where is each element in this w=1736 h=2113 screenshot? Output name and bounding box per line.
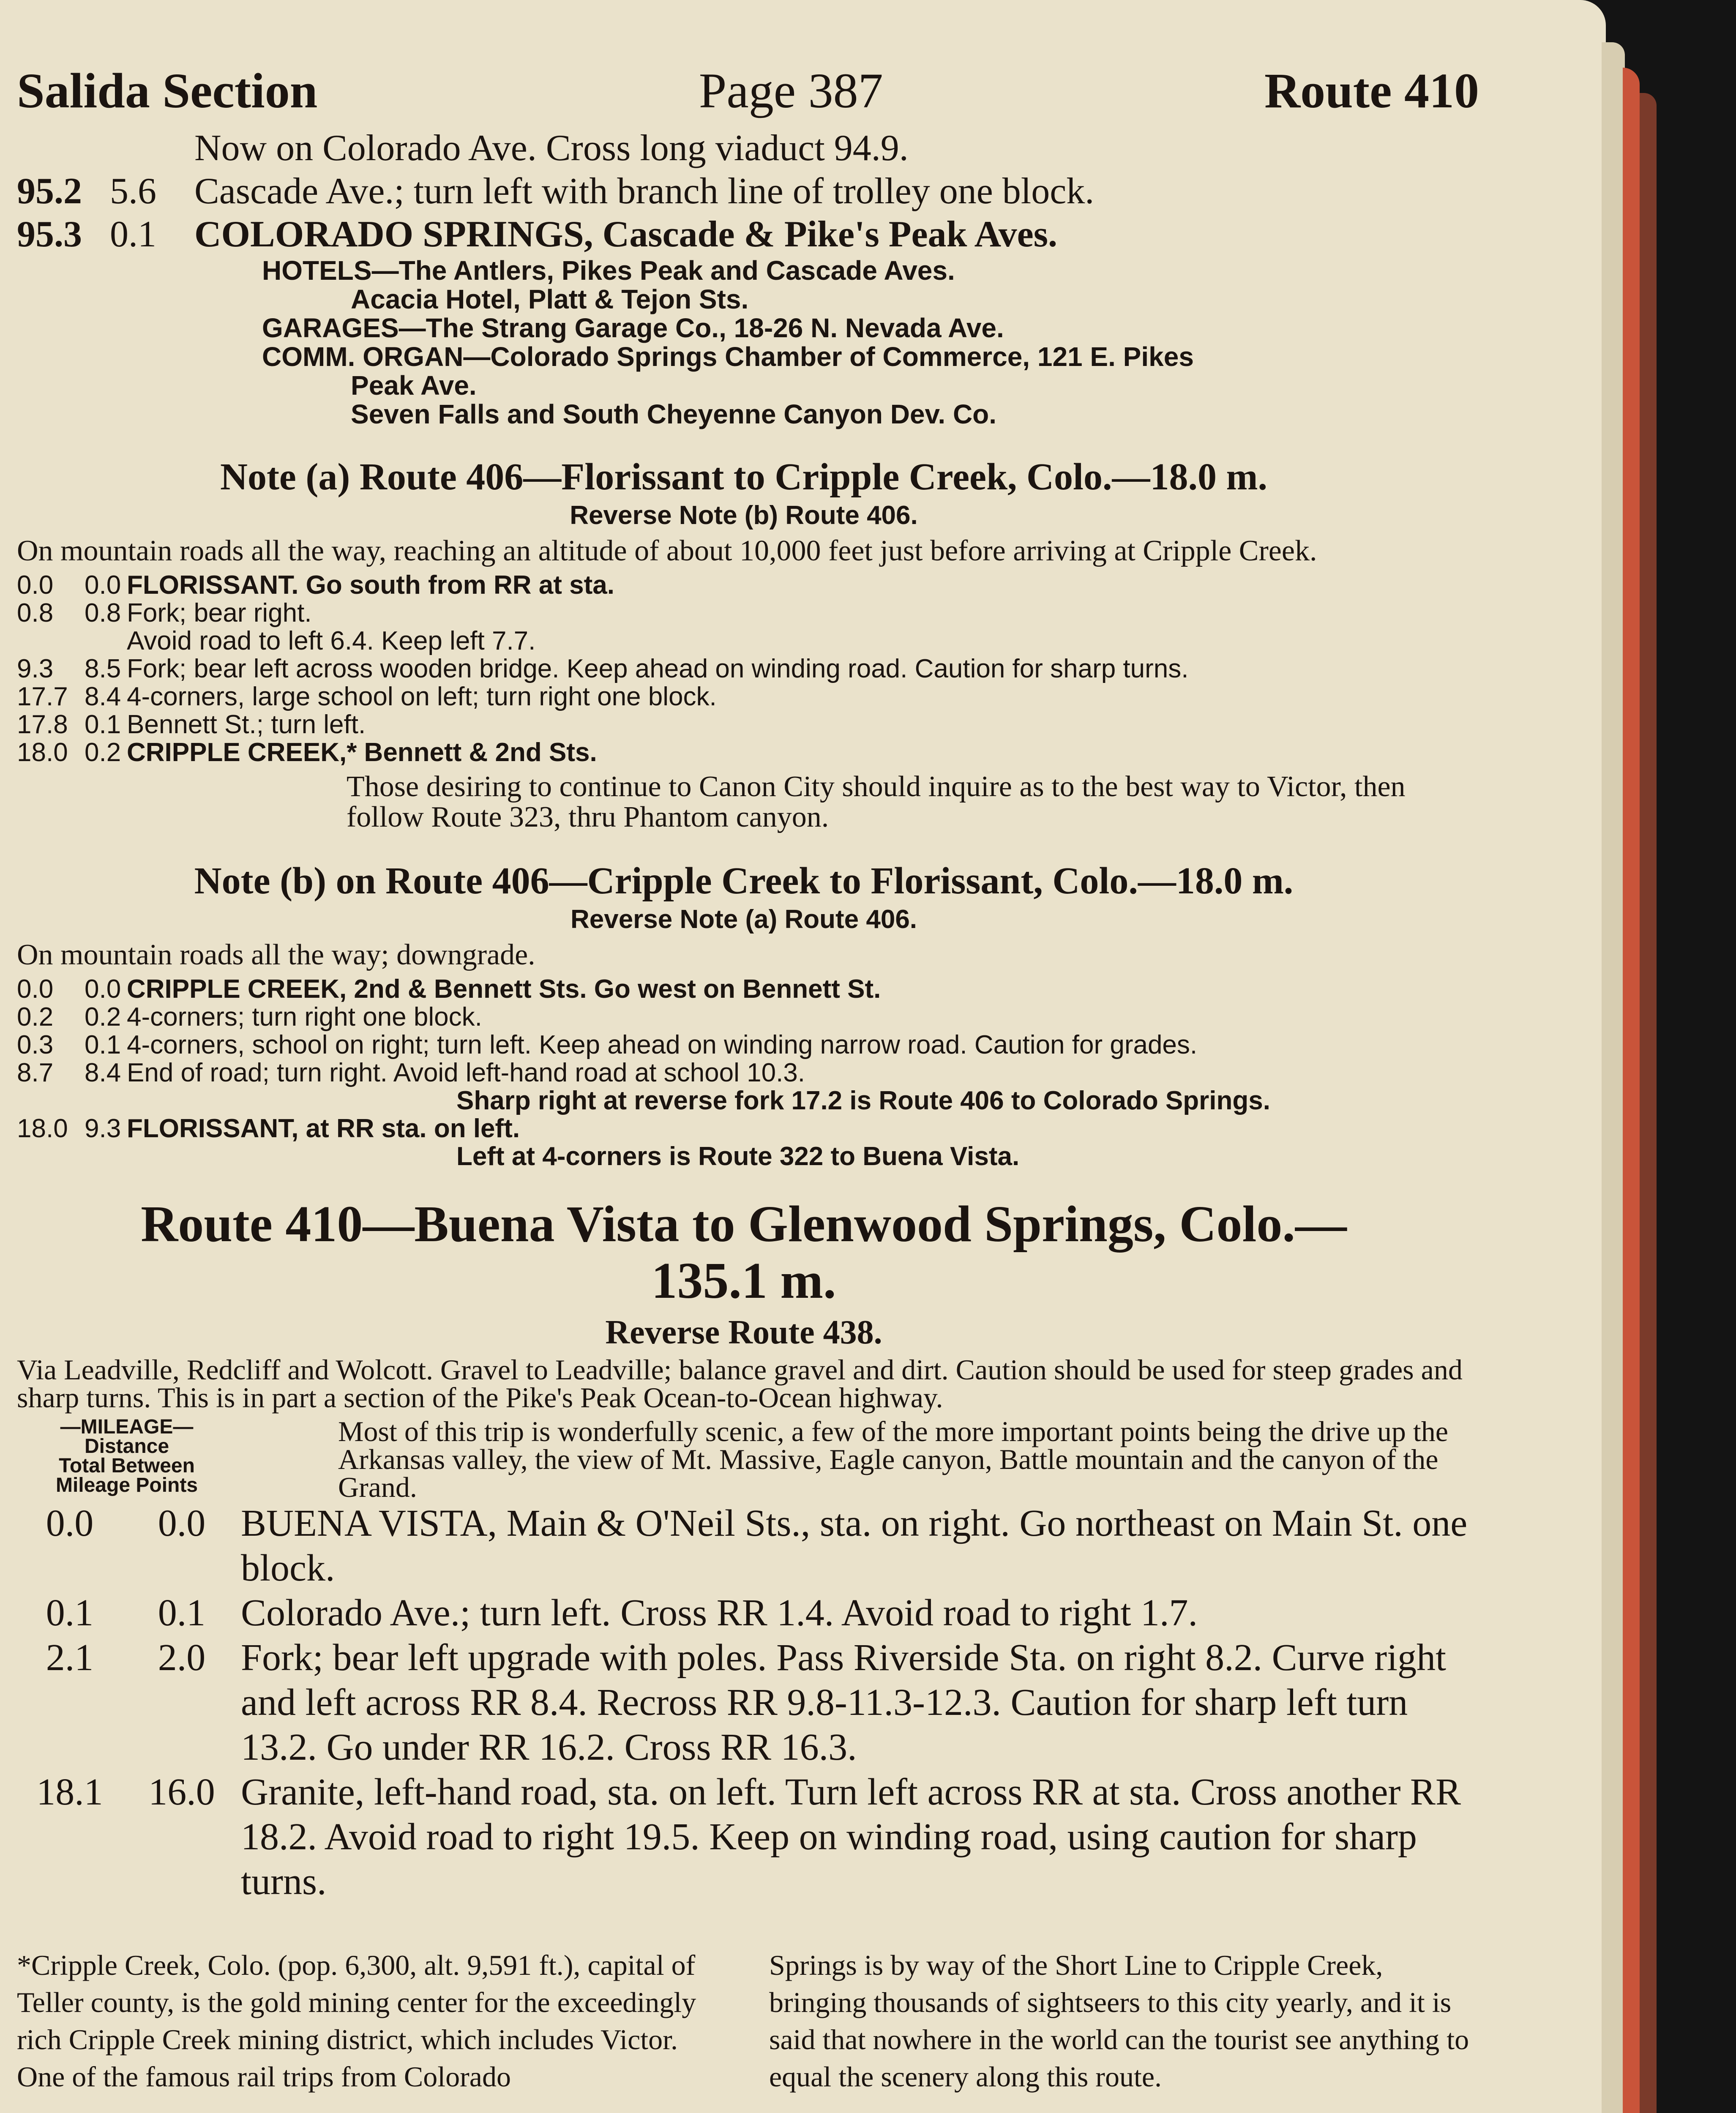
total-mileage [17,127,110,170]
log-row [17,1115,1471,1143]
between-mileage: 0.0 [85,975,121,1004]
between-mileage: 9.3 [85,1114,121,1143]
log-text: Fork; bear left across wooden bridge. Keep ahead on winding road. Caution for sharp turns. [127,654,1189,683]
log-text: 4-corners; turn right one block. [127,1002,482,1032]
log-row [17,655,1471,683]
log-text: Cascade Ave.; turn left with branch line of trolley one block. [194,171,1095,212]
page-edge [1602,42,1625,2113]
note-b-intro: On mountain roads all the way; downgrade. [17,939,535,971]
total-mileage [17,1087,85,1115]
hotel-listing [17,256,1471,429]
log-row [17,1059,1471,1087]
between-mileage: 0.0 [85,571,121,600]
total-mileage: 0.1 [46,1592,94,1634]
total-mileage: 0.0 [17,975,54,1004]
between-mileage: 8.4 [85,682,121,711]
between-mileage: 0.1 [85,710,121,739]
total-mileage [17,1143,85,1171]
route-log [17,1501,1471,1904]
top-rows [17,127,1471,256]
log-row [17,627,1471,655]
between-mileage [85,1087,127,1115]
log-text: COLORADO SPRINGS, Cascade & Pike's Peak Aves. [194,214,1057,255]
book-cover-edge [1640,93,1657,2113]
log-text: End of road; turn right. Avoid left-hand road at school 10.3. [127,1058,805,1087]
log-row [17,1087,1471,1115]
route-title-line: 135.1 m. [651,1252,836,1309]
log-text: BUENA VISTA, Main & O'Neil Sts., sta. on right. Go northeast on Main St. one block. [241,1502,1468,1589]
total-mileage: 0.0 [17,571,54,600]
footnote-right: Springs is by way of the Short Line to Cripple Creek, bringing thousands of sightseers to this city yearly, and it is said that nowhere in the world can the tourist see anything to equal the scenery along this route. [769,1949,1469,2093]
log-text: Bennett St.; turn left. [127,710,366,739]
log-text: Avoid road to left 6.4. Keep left 7.7. [127,626,536,655]
hotel-line: Seven Falls and South Cheyenne Canyon Dev. Co. [351,399,997,429]
log-row [17,213,1471,256]
total-mileage: 18.1 [36,1771,103,1813]
log-row [17,1770,1471,1904]
between-mileage: 0.0 [158,1502,206,1544]
log-text: CRIPPLE CREEK, 2nd & Bennett Sts. Go west on Bennett St. [127,975,881,1004]
log-text: FLORISSANT. Go south from RR at sta. [127,571,614,600]
note-b-title: Note (b) on Route 406—Cripple Creek to Florissant, Colo.—18.0 m. [194,860,1294,902]
log-text: FLORISSANT, at RR sta. on left. [127,1114,520,1143]
log-text: Now on Colorado Ave. Cross long viaduct 94.9. [194,128,909,169]
between-mileage [85,1143,127,1171]
note-b-reverse: Reverse Note (a) Route 406. [570,905,917,934]
route-410 [17,1196,1471,1904]
log-row [17,1501,1471,1591]
note-a [17,454,1471,833]
mileage-block [17,1417,1471,1501]
section-name: Salida Section [17,63,318,118]
total-mileage: 2.1 [46,1637,94,1679]
mileage-label-line: Total Between [59,1455,195,1477]
note-a-log [17,571,1471,767]
total-mileage [17,627,85,655]
log-text: Fork; bear right. [127,598,312,628]
hotel-line: COMM. ORGAN—Colorado Springs Chamber of Commerce, 121 E. Pikes [262,341,1194,372]
scenic-note: Most of this trip is wonderfully scenic, a few of the more important points being the drive up the Arkansas valley, the view of Mt. Massive, Eagle canyon, Battle mountain and the canyon of the Grand. [338,1415,1448,1503]
mileage-label-line: —MILEAGE— [60,1416,194,1438]
log-row [17,683,1471,711]
route-title [17,1196,1471,1309]
total-mileage: 0.0 [46,1502,94,1544]
total-mileage: 0.3 [17,1030,54,1059]
mileage-label-line: Mileage Points [55,1474,198,1496]
log-text: 4-corners, school on right; turn left. Keep ahead on winding narrow road. Caution for grades. [127,1030,1198,1059]
log-row [17,170,1471,213]
book-edge-orange [1623,68,1640,2113]
between-mileage [85,627,127,655]
total-mileage: 0.2 [17,1002,54,1032]
mileage-label [17,1417,237,1501]
note-a-intro: On mountain roads all the way, reaching an altitude of about 10,000 feet just before arriving at Cripple Creek. [17,535,1317,567]
page-content [17,127,1471,2095]
hotel-line: HOTELS—The Antlers, Pikes Peak and Cascade Aves. [262,255,955,286]
log-row [17,127,1471,170]
between-mileage: 0.1 [110,214,156,255]
note-a-title: Note (a) Route 406—Florissant to Cripple Creek, Colo.—18.0 m. [220,456,1268,498]
log-row [17,1031,1471,1059]
log-text: Sharp right at reverse fork 17.2 is Route 406 to Colorado Springs. [456,1086,1270,1115]
log-text: Fork; bear left upgrade with poles. Pass Riverside Sta. on right 8.2. Curve right and left across RR 8.4. Recross RR 9.8-11.3-12.3. Caution for sharp left turn 13.2. Go under RR 16.2. Cross RR 16.3. [241,1637,1447,1768]
total-mileage: 95.3 [17,214,82,255]
hotel-line: Acacia Hotel, Platt & Tejon Sts. [351,284,749,314]
log-row [17,739,1471,767]
route-title-line: Route 410—Buena Vista to Glenwood Springs, Colo.— [141,1196,1347,1253]
note-a-closing: Those desiring to continue to Canon City should inquire as to the best way to Victor, then follow Route 323, thru Phantom canyon. [347,770,1406,833]
hotel-line: GARAGES—The Strang Garage Co., 18-26 N. Nevada Ave. [262,313,1004,343]
log-text: 4-corners, large school on left; turn right one block. [127,682,717,711]
between-mileage: 0.2 [85,738,121,767]
between-mileage [110,127,194,170]
log-row [17,1635,1471,1770]
log-text: Colorado Ave.; turn left. Cross RR 1.4. Avoid road to right 1.7. [241,1592,1198,1634]
total-mileage: 18.0 [17,738,68,767]
between-mileage: 0.1 [85,1030,121,1059]
total-mileage: 8.7 [17,1058,54,1087]
mileage-label-line: Distance [84,1435,169,1458]
total-mileage: 0.8 [17,598,54,628]
log-row [17,571,1471,599]
route-number: Route 410 [1264,63,1479,118]
total-mileage: 95.2 [17,171,82,212]
log-text: Left at 4-corners is Route 322 to Buena Vista. [456,1142,1020,1171]
hotel-line: Peak Ave. [351,370,477,401]
log-row [17,599,1471,627]
note-a-reverse: Reverse Note (b) Route 406. [570,501,918,530]
log-row [17,1003,1471,1031]
log-text: Granite, left-hand road, sta. on left. Turn left across RR at sta. Cross another RR 18.2. Avoid road to right 19.5. Keep on winding road, using caution for sharp turns. [241,1771,1461,1903]
log-row [17,1591,1471,1635]
between-mileage: 0.2 [85,1002,121,1032]
between-mileage: 2.0 [158,1637,206,1679]
between-mileage: 5.6 [110,171,156,212]
total-mileage: 9.3 [17,654,54,683]
total-mileage: 17.8 [17,710,68,739]
between-mileage: 0.8 [85,598,121,628]
page-number: Page 387 [699,63,883,118]
running-header [17,63,1479,118]
note-b-log [17,975,1471,1171]
total-mileage: 18.0 [17,1114,68,1143]
between-mileage: 16.0 [148,1771,215,1813]
between-mileage: 8.5 [85,654,121,683]
route-reverse: Reverse Route 438. [605,1314,882,1351]
footnote-left: *Cripple Creek, Colo. (pop. 6,300, alt. 9,591 ft.), capital of Teller county, is the gold mining center for the exceedingly rich Cripple Creek mining district, which includes Victor. One of the famous rail trips from Colorado [17,1949,696,2093]
total-mileage: 17.7 [17,682,68,711]
footnote [17,1946,1471,2095]
route-intro: Via Leadville, Redcliff and Wolcott. Gravel to Leadville; balance gravel and dirt. Caution should be used for steep grades and sharp turns. This is in part a section of the Pike's Peak Ocean-to-Ocean highway. [17,1354,1463,1414]
log-row [17,1143,1471,1171]
between-mileage: 0.1 [158,1592,206,1634]
note-b [17,858,1471,1171]
log-row [17,975,1471,1003]
between-mileage: 8.4 [85,1058,121,1087]
log-text: CRIPPLE CREEK,* Bennett & 2nd Sts. [127,738,597,767]
log-row [17,711,1471,739]
